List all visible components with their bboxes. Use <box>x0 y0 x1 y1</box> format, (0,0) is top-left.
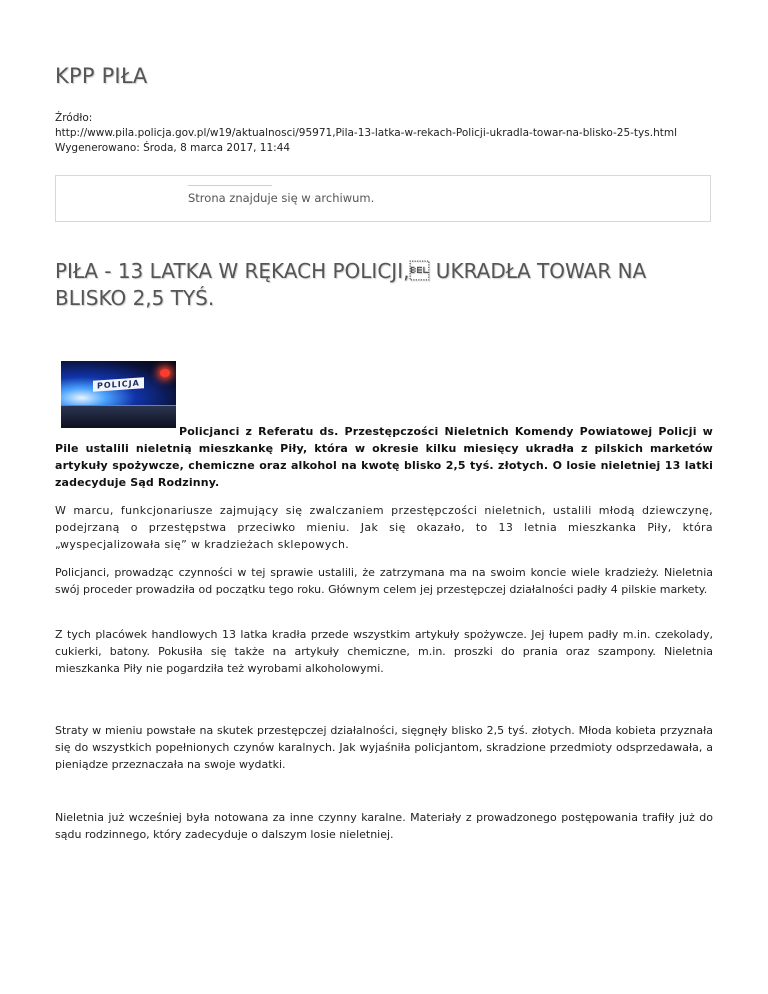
article-paragraph: Z tych placówek handlowych 13 latka kradła przede wszystkim artykuły spożywcze. Jej łupem padły m.in. czekolady, cukierki, batony. Pokusiła się także na artykuły chemiczne, m.in. proszki do prania oraz szampony. Nieletnia mieszkanka Piły nie pogardziła też wyrobami alkoholowymi. <box>55 628 713 675</box>
source-label: Źródło: <box>55 112 93 124</box>
archive-notice: Strona znajduje się w archiwum. <box>188 191 375 205</box>
article-paragraph: W marcu, funkcjonariusze zajmujący się zwalczaniem przestępczości nieletnich, ustalili młodą dziewczynę, podejrzaną o przestępstwa przeciwko mieniu. Jak się okazało, to 13 letnia mieszkanka Piły, która „wyspecjalizowała się” w kradzieżach sklepowych. <box>55 504 713 551</box>
site-title: KPP PIŁA <box>55 64 148 88</box>
siren-light <box>160 369 170 377</box>
article-lead: Policjanci z Referatu ds. Przestępczości Nieletnich Komendy Powiatowej Policji w Pile ustalili nieletnią mieszkankę Piły, która w okresie kilku miesięcy ukradła z pilskich marketów artykuły spożywcze, chemiczne oraz alkohol na kwotę blisko 2,5 tyś. złotych. O losie nieletniej 13 latki zadecyduje Sąd Rodzinny. <box>55 425 713 489</box>
source-meta <box>55 111 677 156</box>
article-paragraph: Nieletnia już wcześniej była notowana za inne czynny karalne. Materiały z prowadzonego postępowania trafiły już do sądu rodzinnego, który zadecyduje o dalszym losie nieletniej. <box>55 811 713 841</box>
archive-divider <box>188 185 272 186</box>
article-paragraph: Straty w mieniu powstałe na skutek przestępczej działalności, sięgnęły blisko 2,5 tyś. złotych. Młoda kobieta przyznała się do wszystkich popełnionych czynów karalnych. Jak wyjaśniła policjantom, skradzione przedmioty odsprzedawała, a pieniądze przeznaczała na swoje wydatki. <box>55 724 713 771</box>
article-title: PIŁA - 13 LATKA W RĘKACH POLICJI, UKRADŁA TOWAR NA BLISKO 2,5 TYŚ. <box>55 259 647 310</box>
police-car-photo <box>61 361 176 428</box>
archive-notice-box <box>55 175 711 222</box>
generated-date: Wygenerowano: Środa, 8 marca 2017, 11:44 <box>55 142 291 154</box>
source-url[interactable]: http://www.pila.policja.gov.pl/w19/aktualnosci/95971,Pila-13-latka-w-rekach-Policji-ukradla-towar-na-blisko-25-tys.html <box>55 127 677 139</box>
article-paragraph: Policjanci, prowadząc czynności w tej sprawie ustalili, że zatrzymana ma na swoim koncie wiele kradzieży. Nieletnia swój proceder prowadziła od początku tego roku. Głównym celem jej przestępczej działalności padły 4 pilskie markety. <box>55 566 713 596</box>
police-sign: POLICJA <box>93 377 144 392</box>
car-roof <box>61 405 176 428</box>
